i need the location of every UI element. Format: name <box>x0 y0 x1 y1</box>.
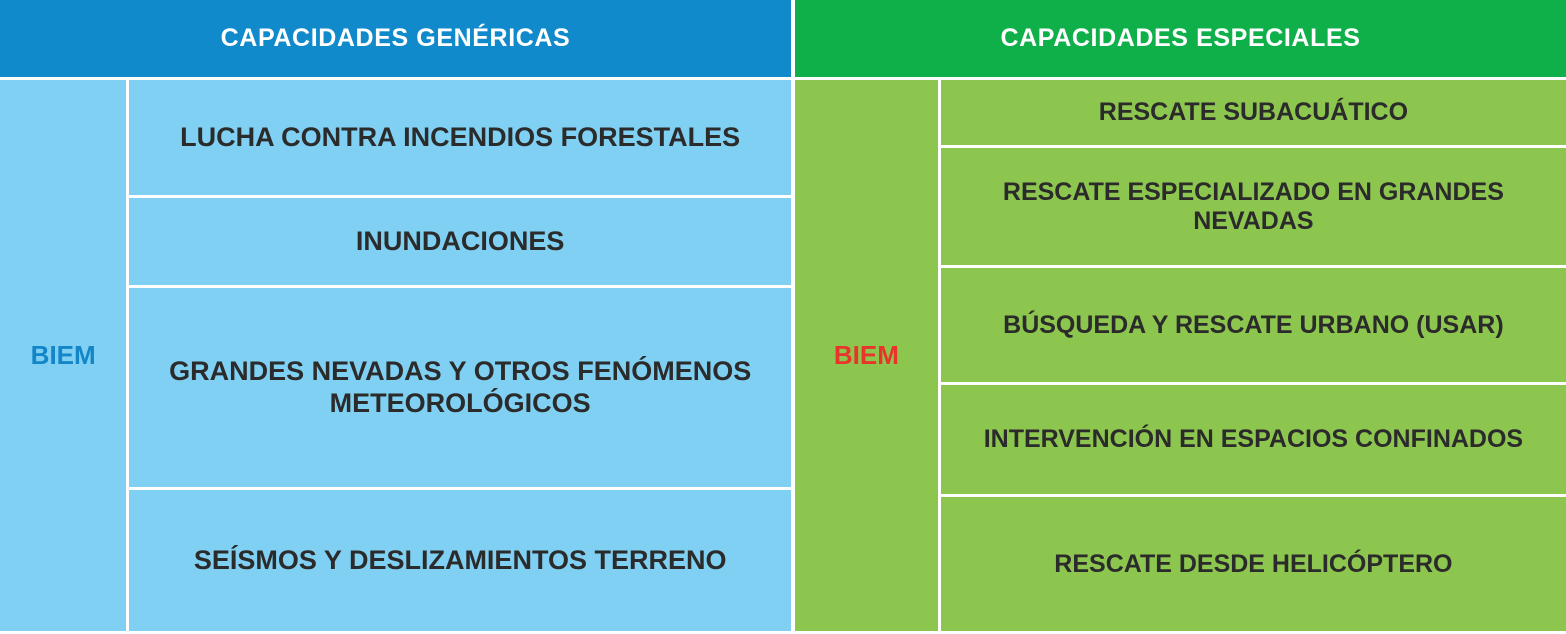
capability-rows-genericas <box>129 80 791 634</box>
capability-row: BÚSQUEDA Y RESCATE URBANO (USAR) <box>941 268 1566 385</box>
panel-capacidades-especiales <box>795 0 1566 634</box>
unit-label-biem-especiales: BIEM <box>795 80 941 634</box>
capability-row: INUNDACIONES <box>129 198 791 288</box>
unit-label-biem-genericas: BIEM <box>0 80 129 634</box>
panel-header-genericas: CAPACIDADES GENÉRICAS <box>0 0 791 80</box>
capability-row: INTERVENCIÓN EN ESPACIOS CONFINADOS <box>941 385 1566 497</box>
capability-rows-especiales <box>941 80 1566 634</box>
capability-row: RESCATE SUBACUÁTICO <box>941 80 1566 148</box>
panel-body-especiales <box>795 80 1566 634</box>
panel-body-genericas <box>0 80 791 634</box>
capability-row: SEÍSMOS Y DESLIZAMIENTOS TERRENO <box>129 490 791 634</box>
capability-row: GRANDES NEVADAS Y OTROS FENÓMENOS METEOROLÓGICOS <box>129 288 791 490</box>
capability-row: RESCATE DESDE HELICÓPTERO <box>941 497 1566 634</box>
panel-header-especiales: CAPACIDADES ESPECIALES <box>795 0 1566 80</box>
capability-row: RESCATE ESPECIALIZADO EN GRANDES NEVADAS <box>941 148 1566 268</box>
capability-row: LUCHA CONTRA INCENDIOS FORESTALES <box>129 80 791 198</box>
